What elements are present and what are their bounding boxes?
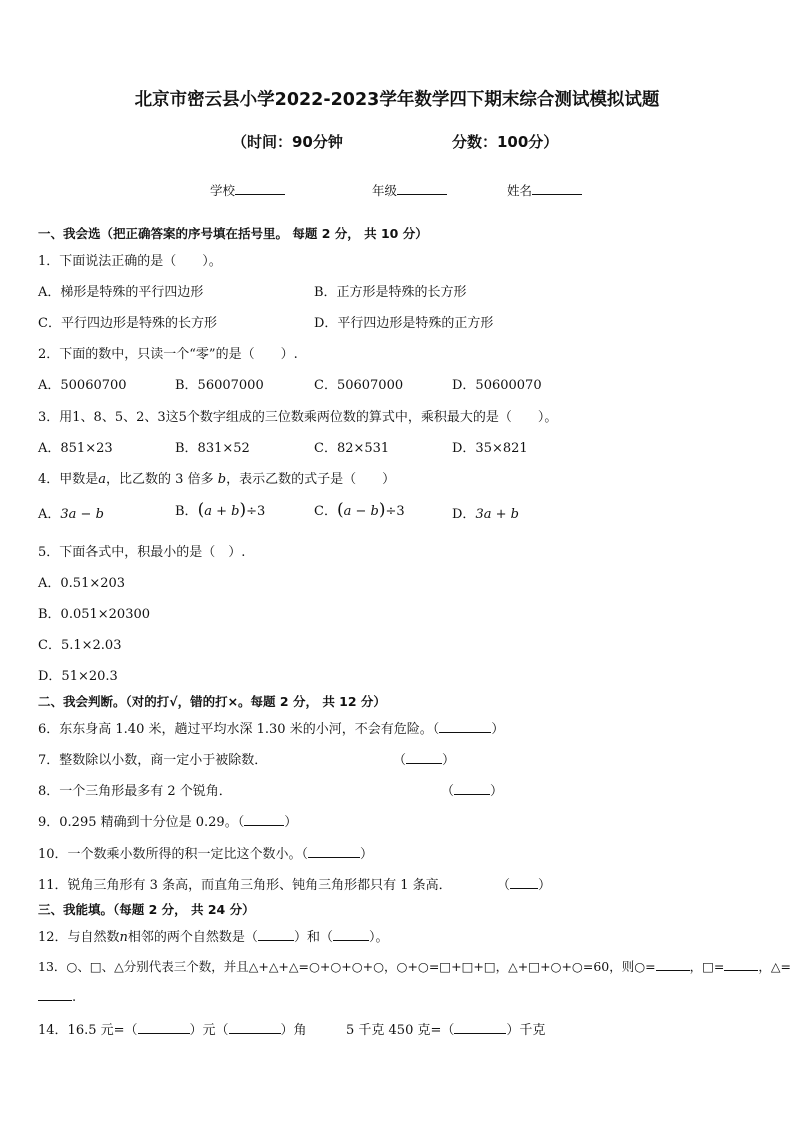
q1-option-d: D．平行四边形是特殊的正方形 [314,316,494,331]
q4-option-b: B．(a + b)÷3 [175,500,266,520]
q4-c-label: C． [314,504,337,519]
q6-close: ） [491,722,505,737]
q1-option-a: A．梯形是特殊的平行四边形 [38,285,204,300]
section-1-heading: 一、我会选（把正确答案的序号填在括号里。 每题 2 分， 共 10 分） [38,226,428,241]
school-field [210,181,285,199]
q3-option-c: C．82×531 [314,441,390,456]
q14-e: ）千克 [506,1023,546,1038]
q12-end: ）。 [368,930,389,945]
question-10 [38,843,373,862]
q3-option-b: B．831×52 [175,441,250,456]
q12-and: ）和（ [293,930,333,945]
q4-d-label: D． [452,507,476,522]
q12-blank-2[interactable] [333,928,369,941]
section-2-heading: 二、我会判断。（对的打√，错的打×。每题 2 分， 共 12 分） [38,694,386,709]
grade-blank[interactable] [397,182,447,195]
question-1-stem: 1．下面说法正确的是（ ）。 [38,254,222,269]
q4-c-tail: ÷3 [385,504,405,519]
q9-close: ） [284,815,298,830]
question-8-text: 8．一个三角形最多有 2 个锐角． [38,784,232,799]
q8-answer-blank[interactable] [454,782,490,795]
q11-open: （ [497,878,511,893]
question-8-answer [441,780,503,799]
question-11-answer [497,874,551,893]
q5-option-a: A．0.51×203 [38,576,126,591]
question-7-text: 7．整数除以小数，商一定小于被除数． [38,753,268,768]
q11-answer-blank[interactable] [510,876,538,889]
q13-blank-triangle[interactable] [38,988,72,1001]
q4-c-expr: a − b [343,504,379,519]
q14-c: ）角 [280,1023,307,1038]
q8-open: （ [441,784,455,799]
q2-option-b: B．56007000 [175,378,264,393]
q4-option-d [452,503,519,522]
q5-option-b: B．0.051×20300 [38,607,151,622]
grade-field [372,181,447,199]
q4-stem-pre: 4．甲数是 [38,472,99,487]
q4-b-tail: ÷3 [246,504,266,519]
q1-option-c: C．平行四边形是特殊的长方形 [38,316,217,331]
q7-close: ） [442,753,456,768]
q14-blank-2[interactable] [229,1021,281,1034]
q13-text: 13．○、□、△分别代表三个数，并且△+△+△=○+○+○+○，○+○=□+□+□，△+□+○+○=60，则○= [38,959,656,974]
name-label: 姓名 [507,183,533,198]
question-7-answer [393,749,455,768]
q4-stem-post: ，表示乙数的式子是（ ） [226,472,396,487]
q5-option-d: D．51×20.3 [38,669,118,684]
question-2-stem: 2．下面的数中，只读一个“零”的是（ ）. [38,347,298,362]
q13-blank-square[interactable] [724,958,758,971]
q4-a-expr: 3a − b [60,507,104,522]
q12-mid: 相邻的两个自然数是（ [127,930,258,945]
name-blank[interactable] [532,182,582,195]
exam-time: （时间：90分钟 [232,133,343,151]
question-12 [38,926,388,945]
q5-option-c: C．5.1×2.03 [38,638,122,653]
q12-pre: 12．与自然数 [38,930,120,945]
q11-close: ） [538,878,552,893]
q4-a-label: A． [38,507,61,522]
q9-answer-blank[interactable] [244,813,284,826]
q2-option-c: C．50607000 [314,378,404,393]
q12-var: n [119,930,128,945]
q4-var-a: a [98,472,107,487]
q2-option-a: A．50060700 [38,378,127,393]
q9-text: 9．0.295 精确到十分位是 0.29。（ [38,815,245,830]
q13-blank-circle[interactable] [656,958,690,971]
q4-var-b: b [217,472,227,487]
school-label: 学校 [210,183,236,198]
q4-b-expr: a + b [204,504,240,519]
question-14 [38,1019,307,1038]
q4-option-c: C．(a − b)÷3 [314,500,405,520]
q13-c2: ，△= [758,959,791,974]
q14-blank-3[interactable] [454,1021,506,1034]
q4-b-label: B． [175,504,198,519]
question-14-weight [346,1019,545,1038]
question-6 [38,718,504,737]
section-3-heading: 三、我能填。（每题 2 分， 共 24 分） [38,902,255,917]
question-13-line-1 [38,957,791,975]
q4-d-expr: 3a + b [475,507,519,522]
q10-answer-blank[interactable] [308,845,360,858]
q3-option-a: A．851×23 [38,441,113,456]
question-9 [38,811,297,830]
q7-open: （ [393,753,407,768]
q13-c1: ，□= [689,959,725,974]
q1-option-b: B．正方形是特殊的长方形 [314,285,467,300]
q6-text: 6．东东身高 1.40 米，趟过平均水深 1.30 米的小河，不会有危险。（ [38,722,440,737]
question-11-text: 11．锐角三角形有 3 条高，而直角三角形、钝角三角形都只有 1 条高． [38,878,452,893]
q10-text: 10．一个数乘小数所得的积一定比这个数小。（ [38,847,309,862]
question-4-stem [38,468,395,487]
q8-close: ） [490,784,504,799]
question-3-stem: 3．用1、8、5、2、3这5个数字组成的三位数乘两位数的算式中，乘积最大的是（ ）。 [38,410,558,425]
question-13-line-2 [38,988,76,1005]
q3-option-d: D．35×821 [452,441,528,456]
q4-option-a [38,503,104,522]
question-5-stem: 5．下面各式中，积最小的是（ ）. [38,545,246,560]
q14-blank-1[interactable] [138,1021,190,1034]
q7-answer-blank[interactable] [406,751,442,764]
q10-close: ） [360,847,374,862]
q12-blank-1[interactable] [258,928,294,941]
q14-a: 14．16.5 元=（ [38,1023,138,1038]
q6-answer-blank[interactable] [439,720,491,733]
q4-stem-mid: ，比乙数的 3 倍多 [106,472,214,487]
exam-score: 分数：100分） [452,133,559,151]
q14-b: ）元（ [189,1023,229,1038]
q13-end: . [72,990,77,1005]
page-title: 北京市密云县小学2022-2023学年数学四下期末综合测试模拟试题 [134,90,660,110]
grade-label: 年级 [372,183,398,198]
q14-d: 5 千克 450 克=（ [346,1023,455,1038]
name-field [507,181,582,199]
school-blank[interactable] [235,182,285,195]
q2-option-d: D．50600070 [452,378,542,393]
